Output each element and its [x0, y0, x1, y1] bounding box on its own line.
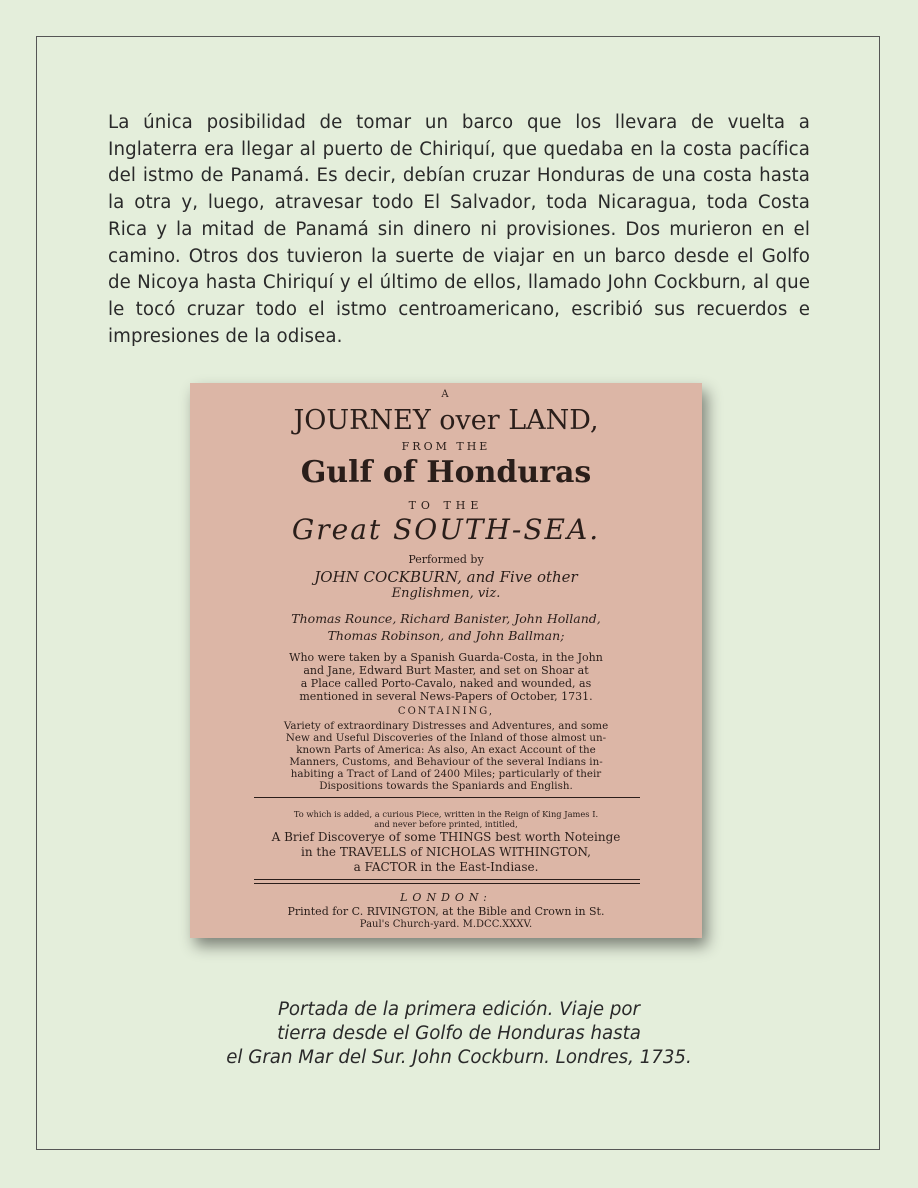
title-printed-2: Paul's Church-yard. M.DCC.XXXV.: [359, 919, 533, 930]
title-added-2: and never before printed, intitled,: [374, 819, 518, 829]
title-added-1: To which is added, a curious Piece, written in the Reign of King James I.: [293, 809, 599, 819]
title-to-the: TO THE: [408, 499, 484, 512]
title-brief-2: in the TRAVELLS of NICHOLAS WITHINGTON,: [301, 845, 591, 859]
title-who-4: mentioned in several News-Papers of October, 1731.: [299, 690, 593, 703]
title-variety-3: known Parts of America: As also, An exact Account of the: [296, 744, 596, 756]
rule-bottom-2: [254, 883, 640, 884]
title-variety-4: Manners, Customs, and Behaviour of the several Indians in-: [289, 756, 603, 768]
title-who-3: a Place called Porto-Cavalo, naked and wounded, as: [300, 677, 592, 690]
figure-caption: [160, 998, 758, 1070]
title-london: LONDON:: [400, 891, 492, 904]
title-containing: CONTAINING,: [397, 706, 495, 717]
title-who-2: and Jane, Edward Burt Master, and set on Shoar at: [303, 664, 589, 677]
rule-top: [254, 797, 640, 798]
title-variety-2: New and Useful Discoveries of the Inland of those almost un-: [285, 732, 607, 744]
title-englishmen: Englishmen, viz.: [391, 586, 501, 601]
caption-line-2: tierra desde el Golfo de Honduras hasta: [277, 1023, 641, 1044]
title-journey: JOURNEY over LAND,: [293, 405, 599, 436]
caption-line-1: Portada de la primera edición. Viaje por: [277, 999, 641, 1020]
title-variety-1: Variety of extraordinary Distresses and Adventures, and some: [283, 720, 609, 732]
title-gulf: Gulf of Honduras: [300, 455, 592, 490]
title-variety-6: Dispositions towards the Spaniards and English.: [319, 780, 573, 792]
rule-bottom-1: [254, 879, 640, 880]
title-who-1: Who were taken by a Spanish Guarda-Costa, in the John: [289, 651, 603, 664]
title-from-the: FROM THE: [401, 440, 491, 453]
title-a: A: [441, 389, 451, 400]
title-brief-1: A Brief Discoverye of some THINGS best worth Noteinge: [271, 830, 621, 844]
caption-line-3: el Gran Mar del Sur. John Cockburn. Londres, 1735.: [226, 1047, 692, 1068]
title-page-scan: [190, 383, 702, 938]
title-brief-3: a FACTOR in the East-Indiase.: [353, 860, 539, 874]
body-paragraph: La única posibilidad de tomar un barco que los llevara de vuelta a Inglaterra era llegar al puerto de Chiriquí, que quedaba en la costa pacífica del istmo de Panamá. Es decir, debían cruzar Honduras de una costa hasta la otra y, luego, atravesar todo El Salvador, toda Nicaragua, toda Costa Rica y la mitad de Panamá sin dinero ni provisiones. Dos murieron en el camino. Otros dos tuvieron la suerte de viajar en un barco desde el Golfo de Nicoya hasta Chiriquí y el último de ellos, llamado John Cockburn, al que le tocó cruzar todo el istmo centroamericano, escribió sus recuerdos e impresiones de la odisea.: [108, 112, 810, 347]
title-printed-1: Printed for C. RIVINGTON, at the Bible and Crown in St.: [287, 905, 605, 918]
title-names-1: Thomas Rounce, Richard Banister, John Holland,: [291, 611, 601, 626]
title-author-line: JOHN COCKBURN, and Five other: [314, 568, 578, 586]
title-performed-by: Performed by: [408, 553, 484, 566]
title-names-2: Thomas Robinson, and John Ballman;: [327, 628, 565, 643]
title-variety-5: habiting a Tract of Land of 2400 Miles; particularly of their: [290, 768, 602, 780]
title-great-south-sea: Great SOUTH-SEA.: [291, 513, 601, 546]
